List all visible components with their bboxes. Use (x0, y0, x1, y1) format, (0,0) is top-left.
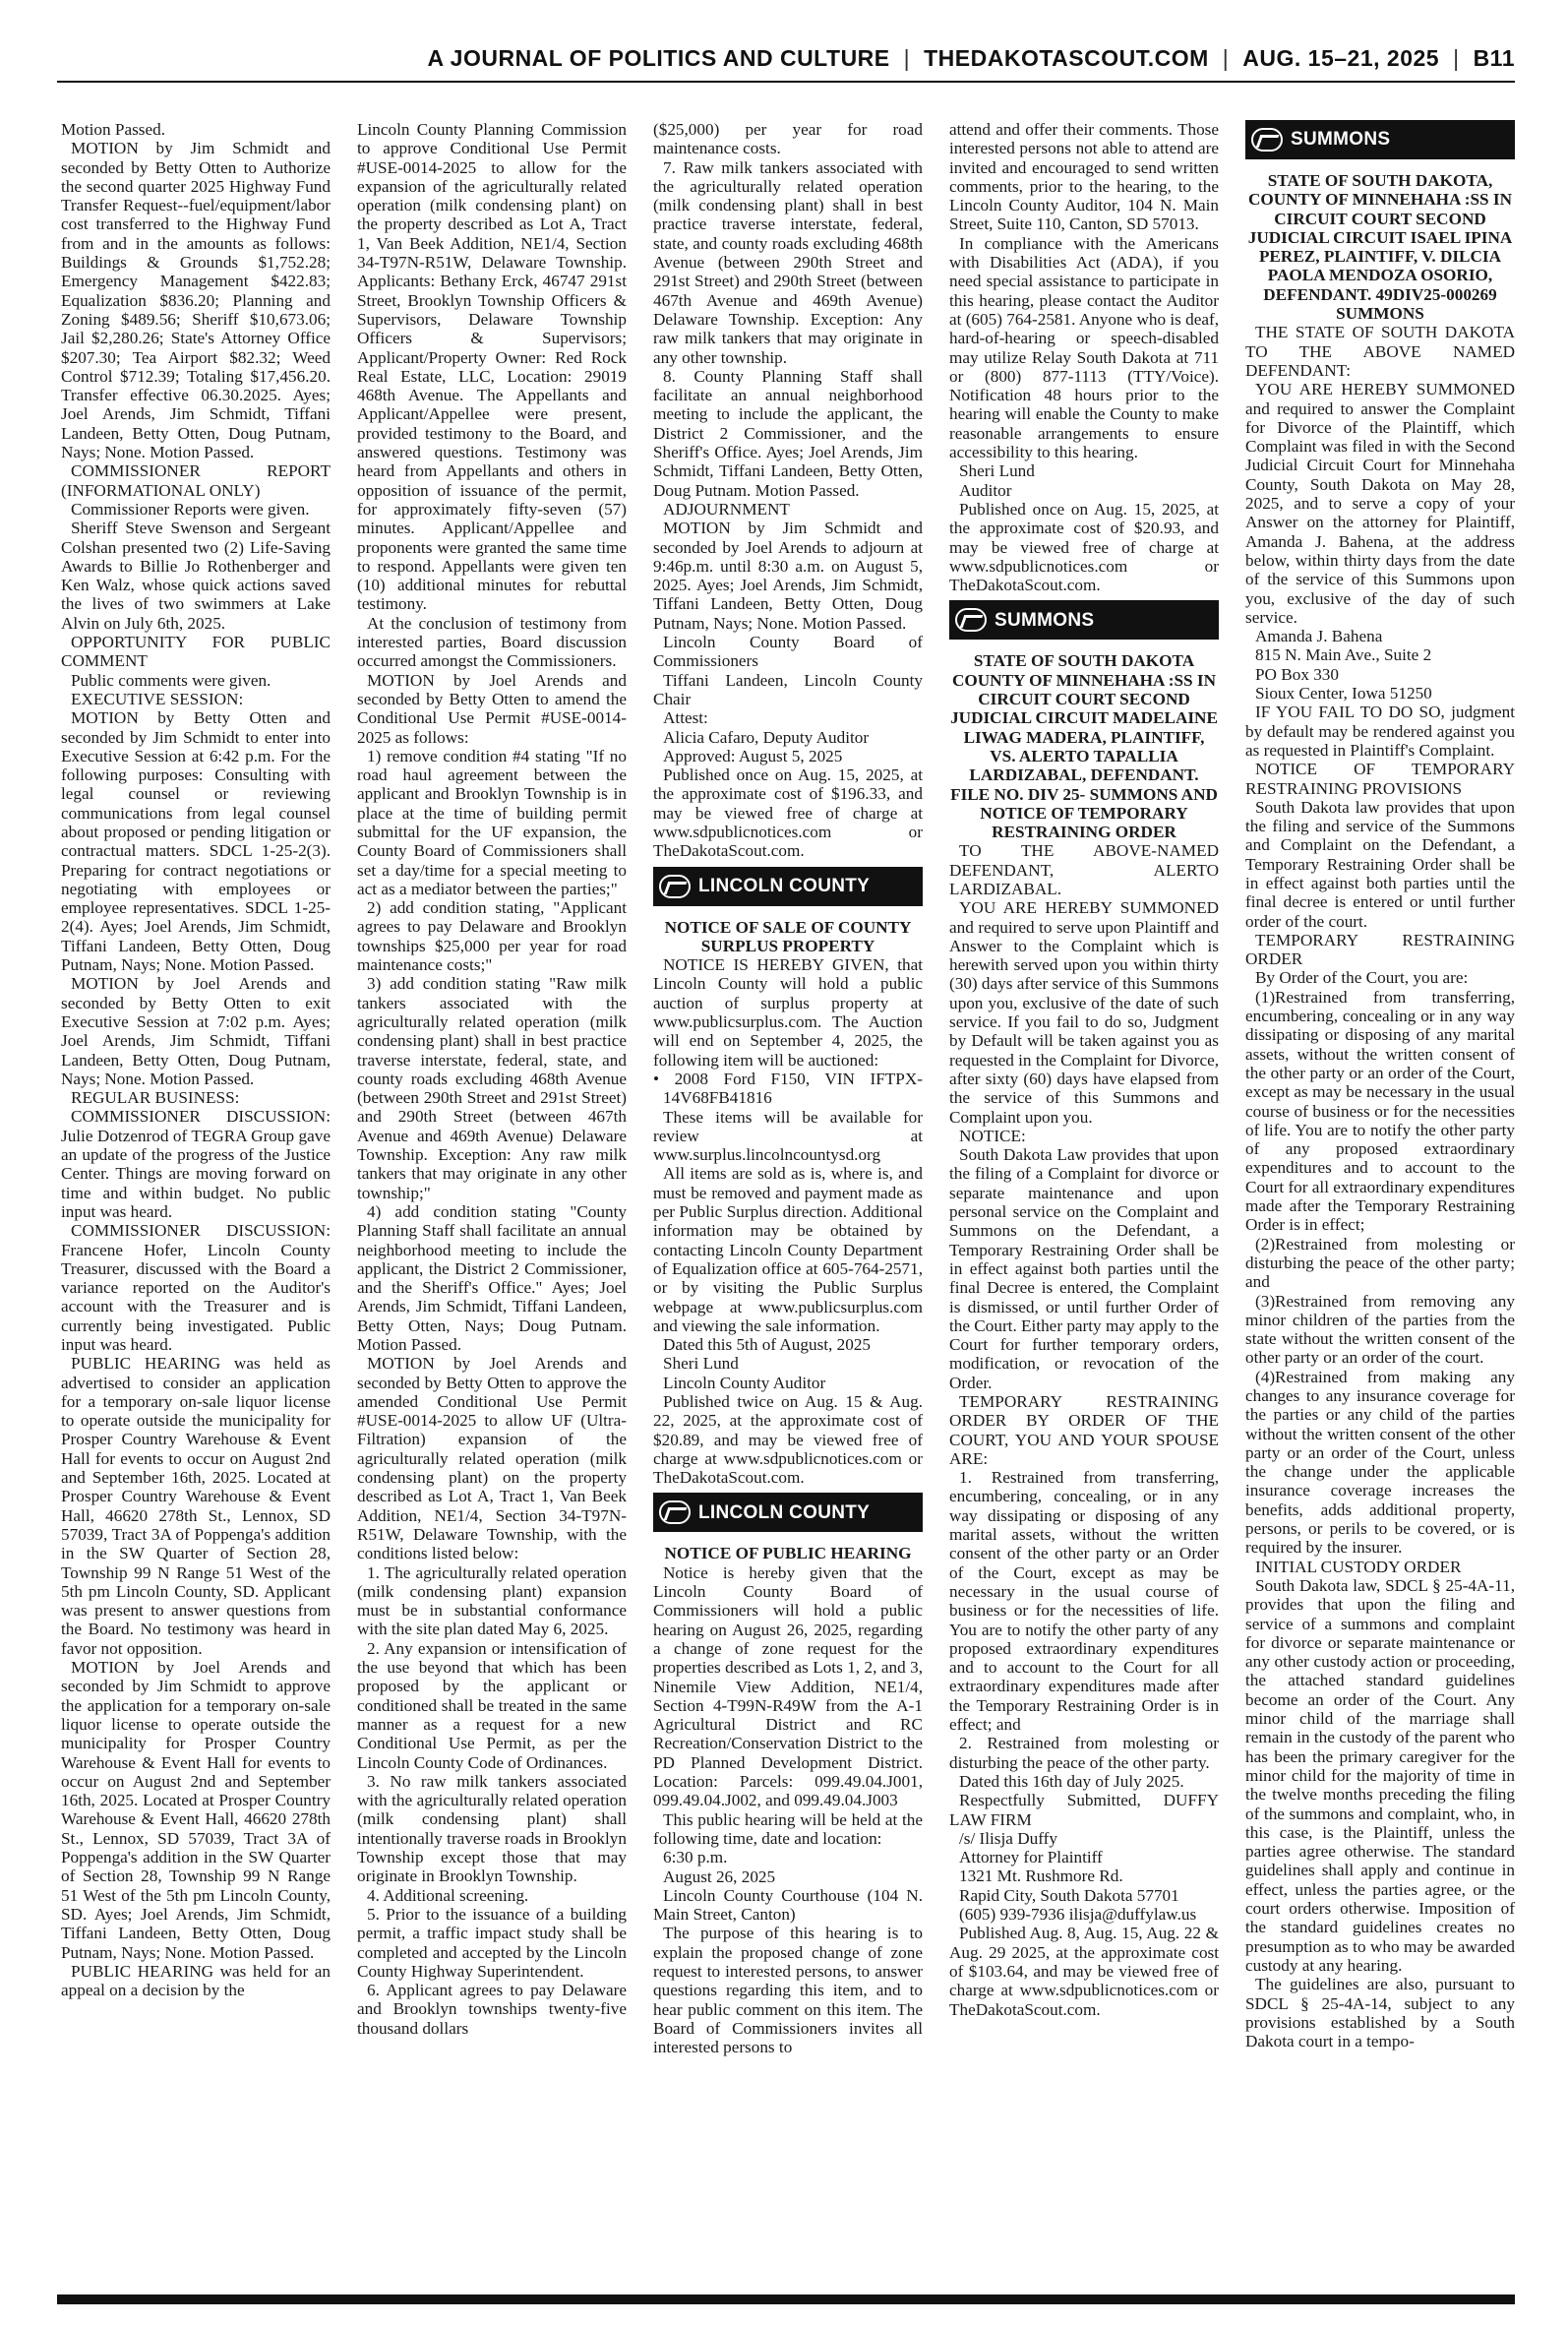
paragraph: OPPORTUNITY FOR PUBLIC COMMENT (61, 633, 331, 671)
paragraph: 1321 Mt. Rushmore Rd. (959, 1866, 1123, 1886)
paragraph: NOTICE IS HEREBY GIVEN, that Lincoln County will hold a public auction of surplus property at www.publicsurplus.com. The Auction will end on September 4, 2025, the following item will be auctioned: (653, 955, 923, 1070)
section-heading (1245, 120, 1515, 159)
paragraph: 2. Any expansion or intensification of the use beyond that which has been proposed by the applicant or conditioned shall be treated in the same manner as a request for a new Conditional Use Permit, as per the Lincoln County Code of Ordinances. (357, 1638, 627, 1772)
paragraph: 3. No raw milk tankers associated with the agriculturally related operation (milk condensing plant) shall intentionally traverse roads in Brooklyn Township except those that may originate in Brooklyn Township. (357, 1771, 627, 1886)
paragraph: Commissioner Reports were given. (71, 499, 310, 519)
column-4 (949, 120, 1219, 2287)
paragraph: Dated this 5th of August, 2025 (663, 1335, 872, 1355)
paragraph: Public comments were given. (71, 670, 271, 690)
column-1 (61, 120, 331, 2287)
notice-title: NOTICE OF SALE OF COUNTY SURPLUS PROPERTY (664, 917, 912, 955)
paragraph: MOTION by Joel Arends and seconded by Betty Otten to amend the Conditional Use Permit #USE-0014-2025 as follows: (357, 670, 627, 747)
paragraph: Auditor (959, 480, 1012, 500)
paragraph: August 26, 2025 (663, 1866, 776, 1886)
paragraph: Respectfully Submitted, DUFFY LAW FIRM (949, 1791, 1219, 1829)
paragraph: (1)Restrained from transferring, encumbering, concealing or in any way dissipating or disposing of any marital assets, without the written consent of the other party or an order of the Court, except as may be necessary in the usual course of business or for the necessities of life. You are to notify the other party of any proposed extraordinary expenditures and to account to the Court for all extraordinary expenditures made after the Temporary Restraining Order is in effect; (1245, 987, 1515, 1235)
paragraph: PUBLIC HEARING was held as advertised to consider an application for a temporary on-sale liquor license to operate outside the municipality for Prosper Country Warehouse & Event Hall for events to occur on August 2nd and September 16th, 2025. Located at Prosper Country Warehouse & Event Hall, 46620 278th St., Lennox, SD 57039, Tract 3A of Poppenga's addition in the SW Quarter of Section 28, Township 99 N Range 51 West of the 5th pm Lincoln County, SD. Applicant was present to answer questions from the Board. No testimony was heard in favor not opposition. (61, 1354, 331, 1658)
paragraph: In compliance with the Americans with Disabilities Act (ADA), if you need special assistance to participate in this hearing, please contact the Auditor at (605) 764-2581. Anyone who is deaf, hard-of-hearing or speech-disabled may utilize Relay South Dakota at 711 or (800) 877-1113 (TTY/Voice). Notification 48 hours prior to the hearing will enable the County to make reasonable arrangements to ensure accessibility to this hearing. (949, 233, 1219, 462)
paragraph: /s/ Ilisja Duffy (959, 1828, 1057, 1848)
header-separator: | (1222, 44, 1230, 71)
paragraph: • 2008 Ford F150, VIN IFTPX-14V68FB41816 (653, 1069, 923, 1108)
paragraph: The guidelines are also, pursuant to SDCL § 25-4A-14, subject to any provisions established by a South Dakota court in a tempo- (1245, 1975, 1515, 2051)
header-rule (57, 81, 1515, 83)
journal-tagline: A JOURNAL OF POLITICS AND CULTURE (427, 44, 890, 71)
paragraph: 1. The agriculturally related operation (milk condensing plant) expansion must be in substantial conformance with the site plan dated May 6, 2025. (357, 1562, 627, 1639)
paragraph: (605) 939-7936 ilisja@duffylaw.us (959, 1905, 1197, 1925)
paragraph: South Dakota law provides that upon the filing and service of the Summons and Complaint on the Defendant, a Temporary Restraining Order shall be in effect against both parties until the final decree is entered or until further order of the court. (1245, 797, 1515, 931)
paragraph: At the conclusion of testimony from interested parties, Board discussion occurred amongst the Commissioners. (357, 613, 627, 671)
paragraph: MOTION by Joel Arends and seconded by Betty Otten to exit Executive Session at 7:02 p.m. Ayes; Joel Arends, Jim Schmidt, Tiffani Landeen, Betty Otten, Doug Putnam, Nays; None. Motion Passed. (61, 974, 331, 1088)
paragraph: South Dakota law, SDCL § 25-4A-11, provides that upon the filing and service of a summons and complaint for divorce or separate maintenance or any other custody action or proceeding, the attached standard guidelines become an order of the Court. Any minor child of the marriage shall remain in the custody of the parent who has been the primary caregiver for the minor child for the majority of time in the twelve months preceding the filing of the summons and complaint, who, in this case, is the Plaintiff, unless the parties agree otherwise. The standard guidelines shall apply and continue in effect, unless the parties agree, or the court orders otherwise. Imposition of the standard guidelines creates no presumption as to who may be awarded custody at any hearing. (1245, 1575, 1515, 1975)
paragraph: 3) add condition stating "Raw milk tankers associated with the agriculturally related operation (milk condensing plant) shall in best practice traverse interstate, federal, state, and county roads excluding 468th Avenue (between 290th Street and 291st Street) and 290th Street (between 467th Avenue and 469th Avenue) Delaware Township. Exception: Any raw milk tankers that may originate in any other township;" (357, 974, 627, 1202)
paragraph: All items are sold as is, where is, and must be removed and payment made as per Public Surplus direction. Additional information may be obtained by contacting Lincoln County Department of Equalization office at 605-764-2571, or by visiting the Public Surplus webpage at www.publicsurplus.com and viewing the sale information. (653, 1164, 923, 1335)
paragraph: MOTION by Joel Arends and seconded by Jim Schmidt to approve the application for a temporary on-sale liquor license to operate outside the municipality for Prosper Country Warehouse & Event Hall for events to occur on August 2nd and September 16th, 2025. Located at Prosper Country Warehouse & Event Hall, 46620 278th St., Lennox, SD 57039, Tract 3A of Poppenga's addition in the SW Quarter of Section 28, Township 99 N Range 51 West of the 5th pm Lincoln County, SD. Ayes; Joel Arends, Jim Schmidt, Tiffani Landeen, Betty Otten, Doug Putnam, Nays; None. Motion Passed. (61, 1658, 331, 1962)
section-heading (653, 1493, 923, 1532)
paragraph: Dated this 16th day of July 2025. (959, 1771, 1184, 1791)
scout-logo-icon (659, 1500, 691, 1524)
section-heading (653, 867, 923, 906)
paragraph: Lincoln County Courthouse (104 N. Main Street, Canton) (653, 1885, 923, 1925)
paragraph: IF YOU FAIL TO DO SO, judgment by default may be rendered against you as requested in Plaintiff's Complaint. (1245, 703, 1515, 760)
paragraph: Notice is hereby given that the Lincoln County Board of Commissioners will hold a public hearing on August 26, 2025, regarding a change of zone request for the properties described as Lots 1, 2, and 3, Ninemile View Addition, NE1/4, Section 4-T99N-R49W from the A-1 Agricultural District and RC Recreation/Conservation District to the PD Planned Development District. Location: Parcels: 099.49.04.J001, 099.49.04.J002, and 099.49.04.J003 (653, 1562, 923, 1810)
footer-rule (57, 2294, 1515, 2304)
paragraph: The purpose of this hearing is to explain the proposed change of zone request to interested persons, to answer questions regarding this item, and to hear public comment on this item. The Board of Commissioners invites all interested persons to (653, 1924, 923, 2057)
website-name: THEDAKOTASCOUT.COM (924, 44, 1209, 71)
paragraph: COMMISSIONER REPORT (INFORMATIONAL ONLY) (61, 461, 331, 500)
paragraph: Published once on Aug. 15, 2025, at the approximate cost of $20.93, and may be viewed free of charge at www.sdpublicnotices.com or TheDakotaScout.com. (949, 499, 1219, 595)
paragraph: 5. Prior to the issuance of a building permit, a traffic impact study shall be completed and accepted by the Lincoln County Highway Superintendent. (357, 1904, 627, 1981)
paragraph: 2) add condition stating, "Applicant agrees to pay Delaware and Brooklyn townships $25,000 per year for road maintenance costs;" (357, 898, 627, 975)
paragraph: NOTICE OF TEMPORARY RESTRAINING PROVISIONS (1245, 760, 1515, 798)
paragraph: YOU ARE HEREBY SUMMONED and required to answer the Complaint for Divorce of the Plaintiff, which Complaint was filed in with the Second Judicial Circuit Court for Minnehaha County, South Dakota on May 28, 2025, and to serve a copy of your Answer on the attorney for Plaintiff, Amanda J. Bahena, at the address below, within thirty days from the date of the service of this Summons upon you, exclusive of the day of such service. (1245, 380, 1515, 627)
paragraph: 6:30 p.m. (663, 1848, 728, 1867)
paragraph: 4) add condition stating "County Planning Staff shall facilitate an annual neighborhood meeting to include the applicant, the District 2 Commissioner, and the Sheriff's Office." Ayes; Joel Arends, Jim Schmidt, Tiffani Landeen, Betty Otten, Nays; Doug Putnam. Motion Passed. (357, 1201, 627, 1354)
paragraph: YOU ARE HEREBY SUMMONED and required to serve upon Plaintiff and Answer to the Complaint which is herewith served upon you within thirty (30) days after service of this Summons upon you, exclusive of the date of such service. If you fail to do so, Judgment by Default will be taken against you as requested in the Complaint for Divorce, after sixty (60) days have elapsed from the service of this Summons and Complaint upon you. (949, 898, 1219, 1127)
paragraph: COMMISSIONER DISCUSSION: Francene Hofer, Lincoln County Treasurer, discussed with the Board a variance reported on the Auditor's account with the Treasurer and is currently being investigated. Public input was heard. (61, 1221, 331, 1354)
paragraph: These items will be available for review at www.surplus.lincolncountysd.org (653, 1107, 923, 1165)
paragraph: ADJOURNMENT (663, 499, 790, 519)
section-heading-label: LINCOLN COUNTY (698, 875, 871, 896)
page-header (59, 41, 1515, 75)
header-separator: | (903, 44, 911, 71)
paragraph: Motion Passed. (61, 120, 165, 139)
paragraph: 2. Restrained from molesting or disturbing the peace of the other party. (949, 1734, 1219, 1772)
paragraph: Published twice on Aug. 15 & Aug. 22, 2025, at the approximate cost of $20.89, and may be viewed free of charge at www.sdpublicnotices.com or TheDakotaScout.com. (653, 1392, 923, 1488)
paragraph: TEMPORARY RESTRAINING ORDER BY ORDER OF THE COURT, YOU AND YOUR SPOUSE ARE: (949, 1392, 1219, 1468)
paragraph: 8. County Planning Staff shall facilitate an annual neighborhood meeting to include the applicant, the District 2 Commissioner, and the Sheriff's Office. Ayes; Joel Arends, Jim Schmidt, Tiffani Landeen, Betty Otten, Doug Putnam. Motion Passed. (653, 366, 923, 500)
paragraph: EXECUTIVE SESSION: (71, 689, 244, 708)
notices-columns (61, 120, 1515, 2287)
paragraph: Tiffani Landeen, Lincoln County Chair (653, 670, 923, 708)
paragraph: Alicia Cafaro, Deputy Auditor (663, 727, 870, 747)
paragraph: Amanda J. Bahena (1255, 627, 1383, 646)
paragraph: PUBLIC HEARING was held for an appeal on a decision by the (61, 1961, 331, 2000)
paragraph: Approved: August 5, 2025 (663, 746, 843, 765)
section-heading-label: SUMMONS (995, 609, 1095, 631)
paragraph: REGULAR BUSINESS: (71, 1088, 240, 1108)
issue-date: AUG. 15–21, 2025 (1242, 44, 1440, 71)
notice-title: NOTICE OF PUBLIC HEARING (664, 1544, 912, 1563)
paragraph: (4)Restrained from making any changes to any insurance coverage for the parties or any child of the parties without the written consent of the other party or an order of the Court, unless the change under the applicable insurance coverage increases the benefits, adds additional property, persons, or perils to be covered, or is required by the insurer. (1245, 1367, 1515, 1558)
paragraph: MOTION by Joel Arends and seconded by Betty Otten to approve the amended Conditional Use Permit #USE-0014-2025 to allow UF (Ultra-Filtration) expansion of the agriculturally related operation (milk condensing plant) on the property described as Lot A, Tract 1, Van Beek Addition, NE1/4, Section 34-T97N-R51W, Delaware Township, with the conditions listed below: (357, 1354, 627, 1563)
paragraph: Rapid City, South Dakota 57701 (959, 1885, 1179, 1905)
paragraph: South Dakota Law provides that upon the filing of a Complaint for divorce or separate maintenance and upon personal service on the Complaint and Summons on the Defendant, a Temporary Restraining Order shall be in effect against both parties until the final Decree is entered, the Complaint is dismissed, or until further Order of the Court. Either party may apply to the Court for further temporary orders, modification, or revocation of the Order. (949, 1145, 1219, 1392)
column-3 (653, 120, 923, 2287)
header-separator: | (1453, 44, 1460, 71)
paragraph: By Order of the Court, you are: (1255, 968, 1469, 988)
paragraph: attend and offer their comments. Those interested persons not able to attend are invited and encouraged to send written comments, prior to the hearing, to the Lincoln County Auditor, 104 N. Main Street, Suite 110, Canton, SD 57013. (949, 120, 1219, 234)
paragraph: 1. Restrained from transferring, encumbering, concealing, or in any way dissipating or disposing of any marital assets, without the written consent of the other party or an Order of the Court, except as may be necessary in the usual course of business or for the necessities of life. You are to notify the other party of any proposed extraordinary expenditures and to account to the Court for all extraordinary expenditures made after the Temporary Restraining Order is in effect; and (949, 1468, 1219, 1735)
paragraph: Attorney for Plaintiff (959, 1848, 1103, 1867)
paragraph: 4. Additional screening. (367, 1885, 529, 1905)
case-caption: STATE OF SOUTH DAKOTA COUNTY OF MINNEHAHA :SS IN CIRCUIT COURT SECOND JUDICIAL CIRCUIT MADELAINE LIWAG MADERA, PLAINTIFF, VS. ALERTO TAPALLIA LARDIZABAL, DEFENDANT. FILE NO. DIV 25- SUMMONS AND NOTICE OF TEMPORARY RESTRAINING ORDER (950, 651, 1218, 842)
paragraph: PO Box 330 (1255, 664, 1339, 684)
paragraph: Published Aug. 8, Aug. 15, Aug. 22 & Aug. 29 2025, at the approximate cost of $103.64, and may be viewed free of charge at www.sdpublicnotices.com or TheDakotaScout.com. (949, 1924, 1219, 2019)
paragraph: THE STATE OF SOUTH DAKOTA TO THE ABOVE NAMED DEFENDANT: (1245, 323, 1515, 380)
scout-logo-icon (955, 608, 987, 632)
paragraph: Lincoln County Board of Commissioners (653, 633, 923, 671)
paragraph: 6. Applicant agrees to pay Delaware and Brooklyn townships twenty-five thousand dollars (357, 1981, 627, 2038)
paragraph: This public hearing will be held at the following time, date and location: (653, 1809, 923, 1848)
paragraph: Attest: (663, 708, 708, 728)
paragraph: MOTION by Jim Schmidt and seconded by Joel Arends to adjourn at 9:46p.m. until 8:30 a.m. on August 5, 2025. Ayes; Joel Arends, Jim Schmidt, Tiffani Landeen, Betty Otten, Doug Putnam, Nays; None. Motion Passed. (653, 519, 923, 633)
scout-logo-icon (1251, 128, 1283, 152)
paragraph: (3)Restrained from removing any minor children of the parties from the state without the written consent of the other party or an order of the court. (1245, 1291, 1515, 1368)
paragraph: COMMISSIONER DISCUSSION: Julie Dotzenrod of TEGRA Group gave an update of the progress of the Justice Center. Things are moving forward on time and within budget. No public input was heard. (61, 1107, 331, 1221)
paragraph: MOTION by Betty Otten and seconded by Jim Schmidt to enter into Executive Session at 6:42 p.m. For the following purposes: Consulting with legal counsel or reviewing communications from legal counsel about proposed or pending litigation or contractual matters. SDCL 1-25-2(3). Preparing for contract negotiations or negotiating with employees or employee representatives. SDCL 1-25-2(4). Ayes; Joel Arends, Jim Schmidt, Tiffani Landeen, Betty Otten, Doug Putnam, Nays; None. Motion Passed. (61, 708, 331, 975)
paragraph: MOTION by Jim Schmidt and seconded by Betty Otten to Authorize the second quarter 2025 Highway Fund Transfer Request--fuel/equipment/labor cost transferred to the Highway Fund from and in the amounts as follows: Buildings & Grounds $1,752.28; Emergency Management $422.83; Equalization $836.20; Planning and Zoning $489.56; Sheriff $10,673.06; Jail $2,280.26; State's Attorney Office $207.30; Tea Airport $82.32; Weed Control $712.39; Totaling $17,456.20. Transfer effective 06.30.2025. Ayes; Joel Arends, Jim Schmidt, Tiffani Landeen, Betty Otten, Doug Putnam, Nays; None. Motion Passed. (61, 139, 331, 462)
paragraph: ($25,000) per year for road maintenance costs. (653, 120, 923, 158)
paragraph: Lincoln County Planning Commission to approve Conditional Use Permit #USE-0014-2025 to allow for the expansion of the agriculturally related operation (milk condensing plant) on the property described as Lot A, Tract 1, Van Beek Addition, NE1/4, Section 34-T97N-R51W, Delaware Township. Applicants: Bethany Erck, 46747 291st Street, Brooklyn Township Officers & Supervisors, Delaware Township Officers & Supervisors; Applicant/Property Owner: Red Rock Real Estate, LLC, Location: 29019 468th Avenue. The Appellants and Applicant/Appellee were present, provided testimony to the Board, and answered questions. Testimony was heard from Appellants and others in opposition of issuance of the permit, for approximately fifty-seven (57) minutes. Applicant/Appellee and proponents were granted the same time to respond. Appellants were given ten (10) additional minutes for rebuttal testimony. (357, 120, 627, 614)
paragraph: NOTICE: (959, 1126, 1026, 1145)
paragraph: 7. Raw milk tankers associated with the agriculturally related operation (milk condensing plant) shall in best practice traverse interstate, federal, state, and county roads excluding 468th Avenue (between 290th Street and 291st Street) and 290th Street (between 467th Avenue and 469th Avenue) Delaware Township. Exception: Any raw milk tankers that may originate in any other township. (653, 157, 923, 367)
paragraph: Sheri Lund (663, 1354, 739, 1374)
paragraph: Sheriff Steve Swenson and Sergeant Colshan presented two (2) Life-Saving Awards to Billie Jo Rothenberger and Ken Walz, whose quick actions saved the lives of two swimmers at Lake Alvin on July 6th, 2025. (61, 519, 331, 633)
scout-logo-icon (659, 875, 691, 898)
paragraph: Published once on Aug. 15, 2025, at the approximate cost of $196.33, and may be viewed free of charge at www.sdpublicnotices.com or TheDakotaScout.com. (653, 765, 923, 861)
column-5 (1245, 120, 1515, 2287)
paragraph: INITIAL CUSTODY ORDER (1255, 1557, 1462, 1576)
case-caption: STATE OF SOUTH DAKOTA, COUNTY OF MINNEHAHA :SS IN CIRCUIT COURT SECOND JUDICIAL CIRCUIT ISAEL IPINA PEREZ, PLAINTIFF, V. DILCIA PAOLA MENDOZA OSORIO, DEFENDANT. 49DIV25-000269 SUMMONS (1247, 171, 1513, 324)
column-2 (357, 120, 627, 2287)
section-heading (949, 600, 1219, 640)
paragraph: Sioux Center, Iowa 51250 (1255, 684, 1432, 704)
paragraph: TEMPORARY RESTRAINING ORDER (1245, 930, 1515, 969)
paragraph: 815 N. Main Ave., Suite 2 (1255, 645, 1432, 665)
paragraph: Sheri Lund (959, 461, 1035, 481)
paragraph: 1) remove condition #4 stating "If no road haul agreement between the applicant and Brooklyn Township is in place at the time of building permit submittal for the UF expansion, the County Board of Commissioners shall set a day/time for a special meeting to act as a mediator between the parties;" (357, 746, 627, 898)
section-heading-label: LINCOLN COUNTY (698, 1501, 871, 1523)
paragraph: TO THE ABOVE-NAMED DEFENDANT, ALERTO LARDIZABAL. (949, 841, 1219, 898)
section-heading-label: SUMMONS (1291, 129, 1391, 151)
page-number: B11 (1473, 44, 1515, 71)
paragraph: Lincoln County Auditor (663, 1373, 826, 1392)
paragraph: (2)Restrained from molesting or disturbing the peace of the other party; and (1245, 1234, 1515, 1292)
